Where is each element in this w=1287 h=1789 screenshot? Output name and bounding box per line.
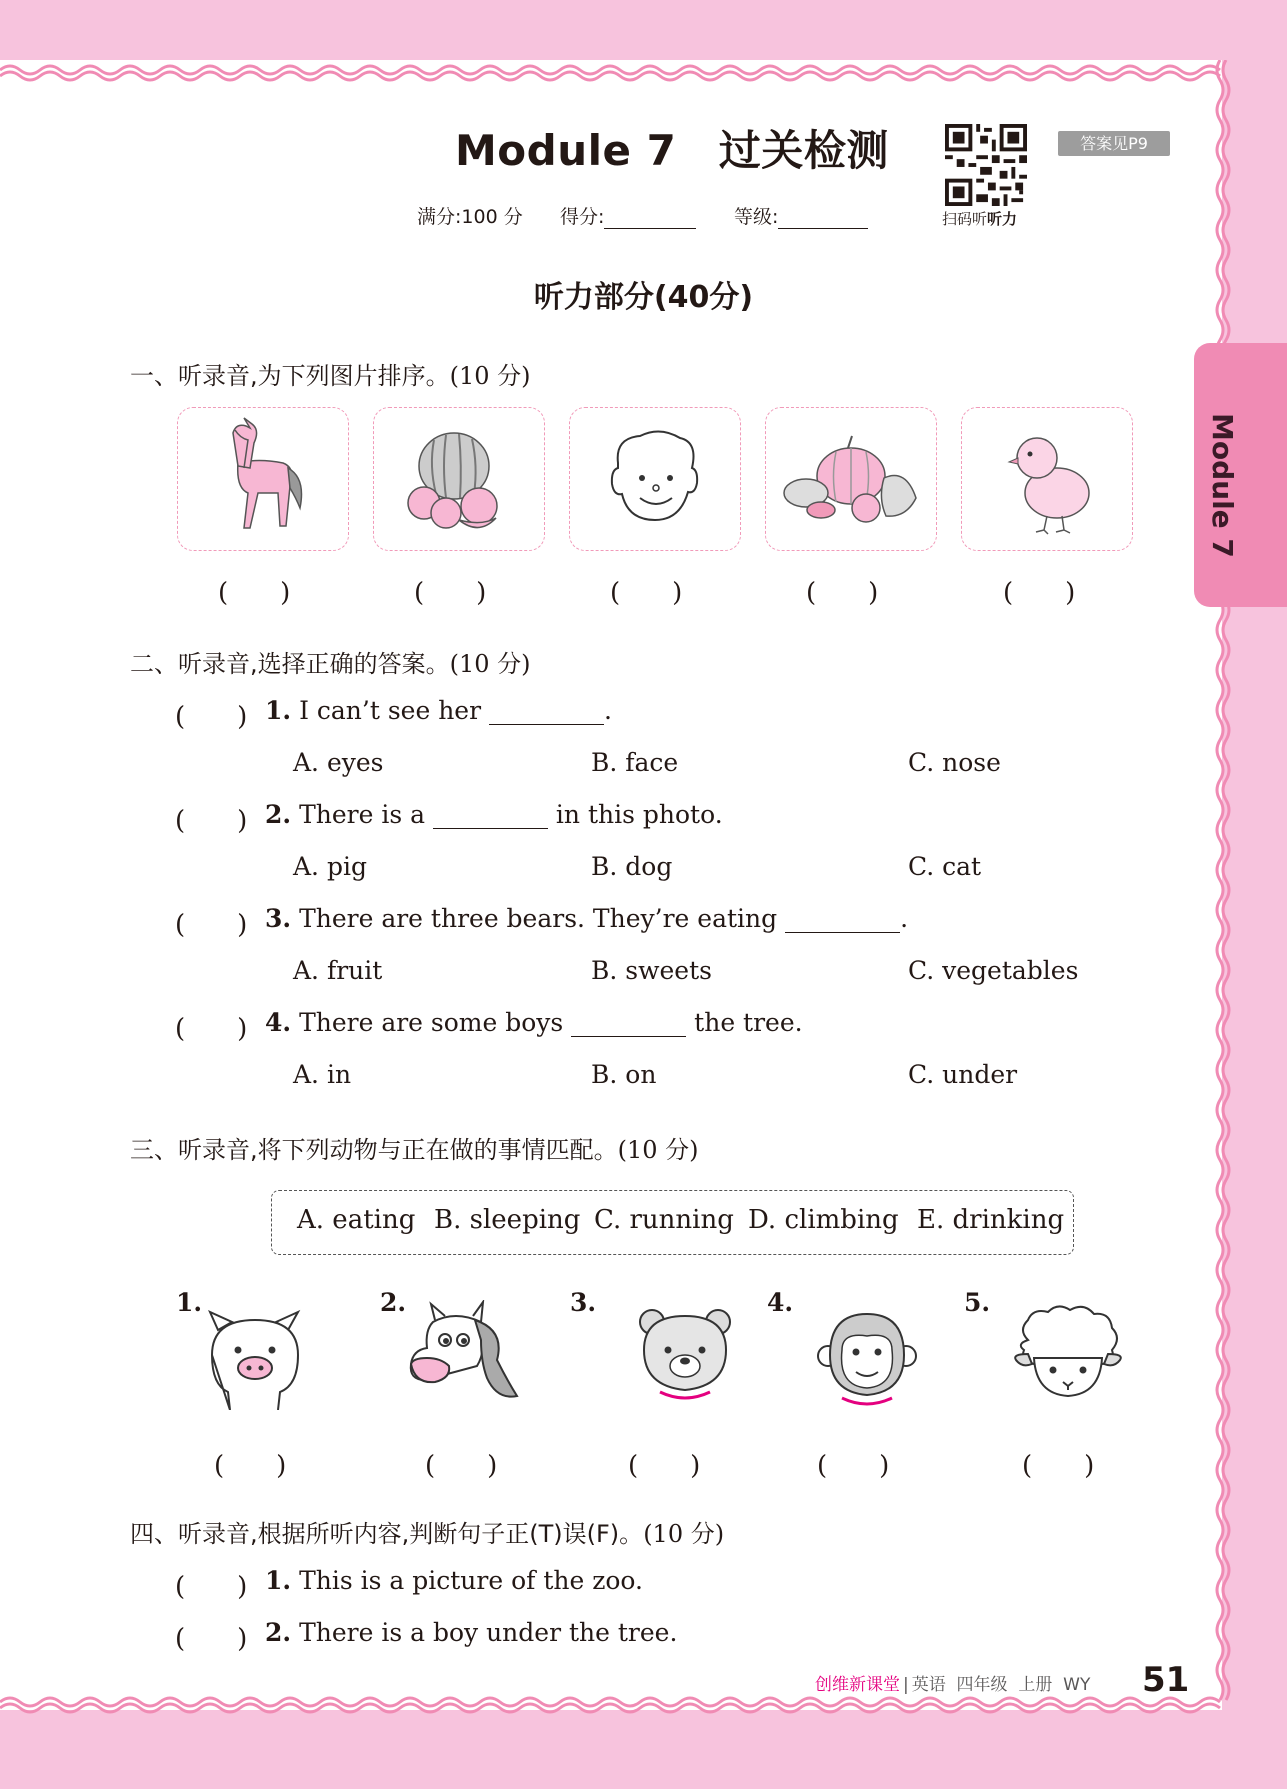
sheep-icon xyxy=(1008,1300,1128,1410)
full-score-label: 满分:100 分 xyxy=(417,206,523,228)
question-text-after: in this photo. xyxy=(555,800,723,829)
section-3-heading xyxy=(130,1130,699,1165)
question-text-after: the tree. xyxy=(694,1008,803,1037)
qr-code-icon[interactable] xyxy=(945,124,1027,206)
footer-edition: WY xyxy=(1063,1675,1091,1695)
footer-subject: 英语 xyxy=(911,1675,946,1695)
face-picture-icon xyxy=(570,408,740,548)
section-4-points: (10 分) xyxy=(643,1520,725,1548)
score-label: 得分: xyxy=(560,206,605,228)
footer-info: 创维新课堂 | 英语 四年级 上册 WY xyxy=(815,1675,1091,1695)
animal-number-5: 5. xyxy=(964,1288,991,1317)
statement-s4-2 xyxy=(265,1618,677,1647)
monkey-icon xyxy=(812,1300,922,1410)
picture-box-2 xyxy=(373,407,545,551)
option-a[interactable]: A. eyes xyxy=(293,748,384,777)
question-blank[interactable] xyxy=(433,804,548,829)
animal-number-1: 1. xyxy=(176,1288,203,1317)
picture-box-3 xyxy=(569,407,741,551)
word-bank-item: B. sleeping xyxy=(434,1205,581,1235)
answer-paren-s3-1[interactable]: ( ) xyxy=(214,1451,287,1481)
score-blank[interactable] xyxy=(604,208,696,229)
footer-volume: 上册 xyxy=(1018,1675,1053,1695)
question-s2-2 xyxy=(265,800,723,829)
chick-picture-icon xyxy=(962,408,1132,548)
question-blank[interactable] xyxy=(571,1012,686,1037)
grade-blank[interactable] xyxy=(778,208,868,229)
question-text-after: . xyxy=(604,696,612,725)
answer-paren-s2-1[interactable]: ( ) xyxy=(175,702,248,732)
option-a[interactable]: A. in xyxy=(293,1060,352,1089)
answer-paren-s2-4[interactable]: ( ) xyxy=(175,1014,248,1044)
footer-brand: 创维新课堂 xyxy=(815,1675,900,1695)
section-2-title: 二、听录音,选择正确的答案。 xyxy=(130,650,450,678)
option-b[interactable]: B. sweets xyxy=(591,956,712,985)
side-tab xyxy=(1194,343,1287,607)
question-s2-3 xyxy=(265,904,908,933)
bear-icon xyxy=(630,1300,740,1410)
question-text-before: I can’t see her xyxy=(299,696,482,725)
section-2-points: (10 分) xyxy=(449,650,531,678)
section-1-title: 一、听录音,为下列图片排序。 xyxy=(130,362,450,390)
section-1-heading xyxy=(130,356,531,391)
statement-text: This is a picture of the zoo. xyxy=(299,1566,643,1595)
section-2-heading xyxy=(130,644,531,679)
word-bank-item: E. drinking xyxy=(917,1205,1065,1235)
answer-paren-s4-2[interactable]: ( ) xyxy=(175,1624,248,1654)
qr-caption-bold: 听力 xyxy=(987,210,1018,228)
option-a[interactable]: A. pig xyxy=(293,852,367,881)
option-c[interactable]: C. cat xyxy=(908,852,982,881)
bottom-wave-border xyxy=(0,1688,1287,1728)
part-title: 听力部分(40分) xyxy=(533,280,754,315)
animal-number-2: 2. xyxy=(380,1288,407,1317)
fruit-picture-icon xyxy=(374,408,544,548)
answer-paren-s3-4[interactable]: ( ) xyxy=(817,1451,890,1481)
qr-caption-prefix: 扫码听 xyxy=(942,210,988,228)
question-blank[interactable] xyxy=(785,908,900,933)
question-text-before: There are some boys xyxy=(299,1008,564,1037)
answer-paren-s1-3[interactable]: ( ) xyxy=(610,578,683,608)
picture-box-4 xyxy=(765,407,937,551)
score-field[interactable] xyxy=(560,202,696,229)
question-number: 1. xyxy=(265,696,292,725)
horse-picture-icon xyxy=(178,408,348,548)
answer-paren-s1-5[interactable]: ( ) xyxy=(1003,578,1076,608)
question-number: 4. xyxy=(265,1008,292,1037)
vegetables-picture-icon xyxy=(766,408,936,548)
answer-paren-s3-2[interactable]: ( ) xyxy=(425,1451,498,1481)
word-bank-item: C. running xyxy=(594,1205,734,1235)
question-number: 2. xyxy=(265,800,292,829)
answer-paren-s2-2[interactable]: ( ) xyxy=(175,806,248,836)
question-blank[interactable] xyxy=(489,700,604,725)
answer-paren-s3-3[interactable]: ( ) xyxy=(628,1451,701,1481)
animal-number-4: 4. xyxy=(767,1288,794,1317)
option-c[interactable]: C. under xyxy=(908,1060,1018,1089)
grade-label: 等级: xyxy=(734,206,779,228)
option-c[interactable]: C. vegetables xyxy=(908,956,1079,985)
answer-badge: 答案见P9 xyxy=(1058,131,1170,156)
question-text-after: . xyxy=(900,904,909,933)
option-a[interactable]: A. fruit xyxy=(293,956,383,985)
qr-caption xyxy=(942,208,1017,229)
word-bank-item: A. eating xyxy=(297,1205,416,1235)
question-s2-4 xyxy=(265,1008,803,1037)
word-bank-item: D. climbing xyxy=(748,1205,899,1235)
question-s2-1 xyxy=(265,696,612,725)
statement-s4-1 xyxy=(265,1566,643,1595)
section-4-heading xyxy=(130,1514,724,1549)
section-1-points: (10 分) xyxy=(449,362,531,390)
question-number: 3. xyxy=(265,904,292,933)
animal-number-3: 3. xyxy=(570,1288,597,1317)
page-number: 51 xyxy=(1142,1660,1190,1700)
picture-box-1 xyxy=(177,407,349,551)
section-3-title: 三、听录音,将下列动物与正在做的事情匹配。 xyxy=(130,1136,618,1164)
answer-paren-s4-1[interactable]: ( ) xyxy=(175,1572,248,1602)
option-b[interactable]: B. on xyxy=(591,1060,657,1089)
statement-number: 2. xyxy=(265,1618,292,1647)
statement-text: There is a boy under the tree. xyxy=(299,1618,678,1647)
pig-icon xyxy=(200,1300,310,1410)
answer-paren-s1-1[interactable]: ( ) xyxy=(218,578,291,608)
side-tab-label: Module 7 xyxy=(1206,413,1239,558)
option-c[interactable]: C. nose xyxy=(908,748,1001,777)
question-text-before: There is a xyxy=(299,800,426,829)
answer-paren-s3-5[interactable]: ( ) xyxy=(1022,1451,1095,1481)
option-b[interactable]: B. dog xyxy=(591,852,673,881)
picture-box-5 xyxy=(961,407,1133,551)
horse-icon xyxy=(405,1300,525,1410)
page-title: Module 7 过关检测 xyxy=(455,126,889,175)
answer-paren-s1-2[interactable]: ( ) xyxy=(414,578,487,608)
footer-grade: 四年级 xyxy=(956,1675,1008,1695)
statement-number: 1. xyxy=(265,1566,292,1595)
section-3-points: (10 分) xyxy=(617,1136,699,1164)
question-text-before: There are three bears. They’re eating xyxy=(299,904,778,933)
answer-paren-s2-3[interactable]: ( ) xyxy=(175,910,248,940)
top-wave-border xyxy=(0,40,1287,90)
section-4-title: 四、听录音,根据所听内容,判断句子正(T)误(F)。 xyxy=(130,1520,644,1548)
grade-field[interactable] xyxy=(734,202,868,229)
option-b[interactable]: B. face xyxy=(591,748,679,777)
answer-paren-s1-4[interactable]: ( ) xyxy=(806,578,879,608)
